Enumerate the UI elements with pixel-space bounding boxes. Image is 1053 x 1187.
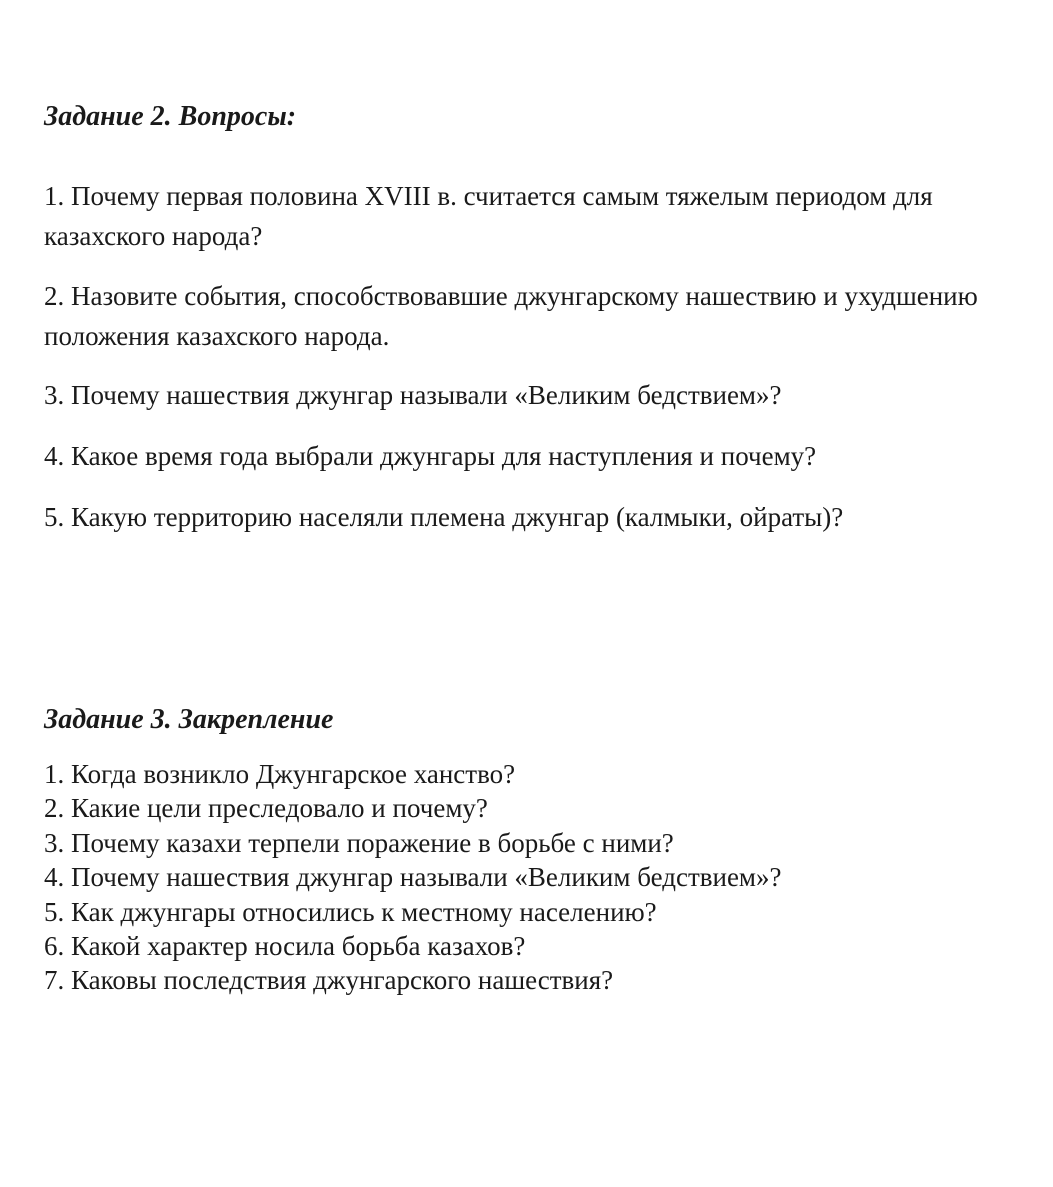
- task-3-question: 6. Какой характер носила борьба казахов?: [44, 931, 526, 962]
- task-2-heading: Задание 2. Вопросы:: [44, 101, 297, 132]
- task-2-question: 2. Назовите события, способствовавшие джунгарскому нашествию и ухудшению положения казахского народа.: [44, 281, 978, 351]
- task-2-question: 5. Какую территорию населяли племена джунгар (калмыки, ойраты)?: [44, 502, 844, 532]
- task-3-question: 4. Почему нашествия джунгар называли «Великим бедствием»?: [44, 862, 782, 893]
- task-3-questions: [44, 757, 782, 998]
- task-3-question: 7. Каковы последствия джунгарского нашествия?: [44, 965, 614, 996]
- task-3-heading: Задание 3. Закрепление: [44, 704, 334, 735]
- task-3-question: 2. Какие цели преследовало и почему?: [44, 793, 488, 824]
- task-2-question: 1. Почему первая половина XVIII в. считается самым тяжелым периодом для казахского народа?: [44, 181, 933, 251]
- task-2-question: 4. Какое время года выбрали джунгары для наступления и почему?: [44, 441, 817, 471]
- task-2-question: 3. Почему нашествия джунгар называли «Великим бедствием»?: [44, 380, 782, 410]
- task-3-question: 3. Почему казахи терпели поражение в борьбе с ними?: [44, 827, 674, 858]
- task-3-question: 5. Как джунгары относились к местному населению?: [44, 896, 657, 927]
- task-3-question: 1. Когда возникло Джунгарское ханство?: [44, 759, 516, 789]
